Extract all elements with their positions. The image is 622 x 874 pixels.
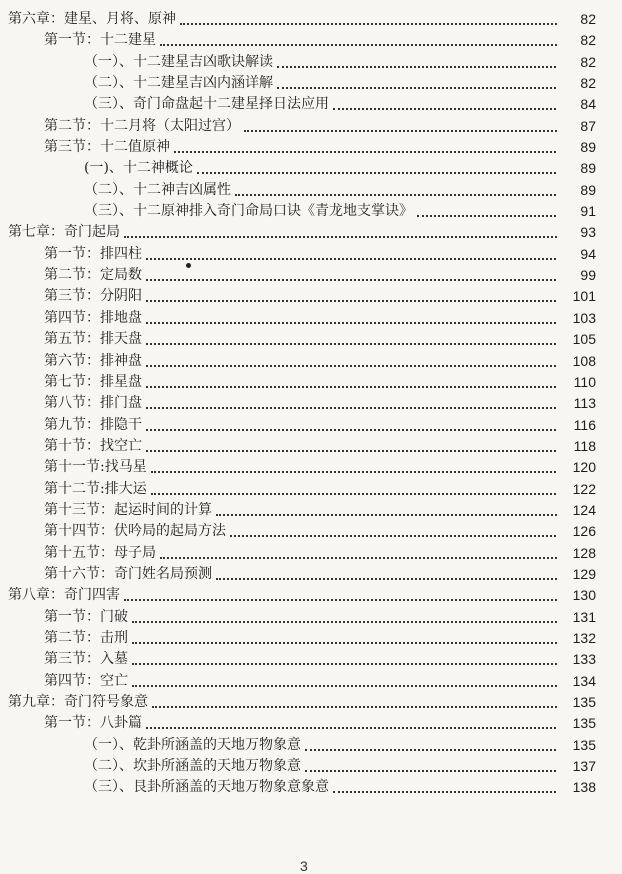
toc-entry-page: 82 [558, 9, 596, 30]
dot-leader [244, 130, 584, 132]
toc-entry [0, 521, 622, 542]
dot-leader [305, 770, 584, 772]
toc-entry-page: 129 [558, 564, 596, 585]
dot-leader [305, 749, 584, 751]
toc-entry [0, 628, 622, 649]
toc-entry-page: 124 [558, 500, 596, 521]
toc-entry [0, 457, 622, 478]
toc-entry-page: 101 [558, 286, 596, 307]
dot-leader [180, 23, 584, 25]
toc-entry-page: 134 [558, 671, 596, 692]
dot-leader [124, 599, 584, 601]
toc-entry-title: 第六节：排神盘 [44, 351, 144, 372]
toc-entry-page: 135 [558, 713, 596, 734]
toc-entry-page: 93 [558, 222, 596, 243]
dot-leader [174, 151, 584, 153]
toc-entry [0, 351, 622, 372]
toc-entry-page: 82 [558, 52, 596, 73]
toc-entry-title: 第三节：分阴阳 [44, 286, 144, 307]
toc-entry-title: 第十四节：伏吟局的起局方法 [44, 521, 228, 542]
toc-entry-title: 第十一节:找马星 [44, 457, 149, 478]
toc-entry-title: 第九节：排隐干 [44, 415, 144, 436]
toc-entry-page: 135 [558, 692, 596, 713]
toc-entry-page: 126 [558, 521, 596, 542]
toc-entry-page: 133 [558, 649, 596, 670]
toc-entry [0, 73, 622, 94]
dot-leader [277, 87, 584, 89]
ink-speck [186, 263, 191, 268]
toc-entry-page: 84 [558, 94, 596, 115]
toc-entry-title: （三）、艮卦所涵盖的天地万物象意象意 [84, 777, 331, 798]
toc-entry-page: 103 [558, 308, 596, 329]
dot-leader [160, 557, 584, 559]
toc-entry-page: 82 [558, 30, 596, 51]
dot-leader [132, 642, 584, 644]
toc-entry [0, 649, 622, 670]
toc-entry-title: （二）、十二神吉凶属性 [84, 180, 233, 201]
toc-entry-title: 第五节：排天盘 [44, 329, 144, 350]
toc-entry-title: 第九章：奇门符号象意 [8, 692, 150, 713]
toc-entry [0, 415, 622, 436]
toc-entry-page: 94 [558, 244, 596, 265]
dot-leader [151, 493, 584, 495]
toc-entry-page: 89 [558, 158, 596, 179]
dot-leader [146, 279, 584, 281]
toc-entry-page: 108 [558, 351, 596, 372]
toc-entry-title: 第八节：排门盘 [44, 393, 144, 414]
toc-entry-page: 116 [558, 415, 596, 436]
toc-entry-title: 第二节：击刑 [44, 628, 130, 649]
toc-entry-title: 第四节：排地盘 [44, 308, 144, 329]
toc-entry-page: 82 [558, 73, 596, 94]
toc-entry-title: 第三节：入墓 [44, 649, 130, 670]
toc-entry [0, 671, 622, 692]
toc-entry-page: 128 [558, 543, 596, 564]
dot-leader [146, 258, 584, 260]
toc-entry-title: （三）、十二原神排入奇门命局口诀《青龙地支掌诀》 [84, 201, 415, 222]
toc-entry-title: （二）、坎卦所涵盖的天地万物象意 [84, 756, 303, 777]
toc-entry-page: 118 [558, 436, 596, 457]
toc-entry-page: 105 [558, 329, 596, 350]
toc-entry-title: 第三节：十二值原神 [44, 137, 172, 158]
toc-entry [0, 756, 622, 777]
toc-entry-page: 120 [558, 457, 596, 478]
toc-entry-page: 132 [558, 628, 596, 649]
toc-entry-page: 87 [558, 116, 596, 137]
toc-entry-title: 第二节：定局数 [44, 265, 144, 286]
toc-entry-title: 第一节：八卦篇 [44, 713, 144, 734]
toc-entry-title: 第十三节：起运时间的计算 [44, 500, 214, 521]
toc-entry [0, 265, 622, 286]
dot-leader [132, 621, 584, 623]
toc-entry-page: 91 [558, 201, 596, 222]
toc-entry [0, 286, 622, 307]
dot-leader [333, 791, 584, 793]
toc-entry-title: 第四节：空亡 [44, 671, 130, 692]
toc-entry-page: 113 [558, 393, 596, 414]
toc-entry [0, 585, 622, 606]
toc-entry [0, 713, 622, 734]
toc-entry-title: （三）、奇门命盘起十二建星择日法应用 [84, 94, 331, 115]
table-of-contents [0, 9, 622, 799]
dot-leader [146, 727, 584, 729]
toc-entry [0, 393, 622, 414]
toc-entry [0, 52, 622, 73]
dot-leader [146, 407, 584, 409]
toc-entry [0, 244, 622, 265]
toc-entry-page: 89 [558, 180, 596, 201]
toc-entry-page: 89 [558, 137, 596, 158]
dot-leader [151, 471, 584, 473]
toc-entry [0, 201, 622, 222]
toc-entry-title: 第一节：门破 [44, 607, 130, 628]
toc-entry-title: 第二节：十二月将（太阳过宫） [44, 116, 242, 137]
toc-entry [0, 692, 622, 713]
toc-entry-title: 第七节：排星盘 [44, 372, 144, 393]
dot-leader [146, 386, 584, 388]
dot-leader [146, 322, 584, 324]
toc-entry [0, 9, 622, 30]
toc-entry [0, 180, 622, 201]
dot-leader [333, 108, 584, 110]
dot-leader [146, 300, 584, 302]
toc-entry-title: 第十五节：母子局 [44, 543, 158, 564]
toc-entry-title: 第十六节：奇门姓名局预测 [44, 564, 214, 585]
dot-leader [146, 429, 584, 431]
dot-leader [216, 514, 584, 516]
toc-entry [0, 222, 622, 243]
toc-entry [0, 607, 622, 628]
toc-entry [0, 777, 622, 798]
toc-entry [0, 30, 622, 51]
toc-entry-title: （一）、十二建星吉凶歌诀解读 [84, 52, 275, 73]
dot-leader [146, 365, 584, 367]
toc-entry [0, 116, 622, 137]
toc-entry-title: 第十二节:排大运 [44, 479, 149, 500]
page-number: 3 [300, 858, 308, 874]
dot-leader [124, 236, 584, 238]
toc-entry-title: （二）、十二建星吉凶内涵详解 [84, 73, 275, 94]
toc-entry-page: 137 [558, 756, 596, 777]
toc-entry-page: 131 [558, 607, 596, 628]
toc-entry-page: 130 [558, 585, 596, 606]
dot-leader [152, 706, 584, 708]
toc-entry-title: 第七章：奇门起局 [8, 222, 122, 243]
toc-entry [0, 564, 622, 585]
dot-leader [146, 450, 584, 452]
toc-entry-title: 第六章：建星、月将、原神 [8, 9, 178, 30]
toc-entry [0, 137, 622, 158]
toc-entry [0, 543, 622, 564]
dot-leader [235, 194, 584, 196]
toc-entry-title: (一)、十二神概论 [84, 158, 195, 179]
dot-leader [146, 343, 584, 345]
toc-entry [0, 372, 622, 393]
toc-entry-title: （一）、乾卦所涵盖的天地万物象意 [84, 735, 303, 756]
toc-entry [0, 500, 622, 521]
toc-entry-page: 138 [558, 777, 596, 798]
toc-entry-title: 第一节：十二建星 [44, 30, 158, 51]
dot-leader [132, 663, 584, 665]
toc-entry [0, 479, 622, 500]
toc-entry [0, 735, 622, 756]
toc-entry-title: 第一节：排四柱 [44, 244, 144, 265]
toc-entry [0, 308, 622, 329]
toc-entry [0, 94, 622, 115]
dot-leader [230, 535, 584, 537]
toc-entry [0, 158, 622, 179]
dot-leader [132, 685, 584, 687]
toc-entry-page: 99 [558, 265, 596, 286]
toc-entry-page: 122 [558, 479, 596, 500]
toc-entry-page: 135 [558, 735, 596, 756]
dot-leader [160, 44, 584, 46]
dot-leader [197, 172, 584, 174]
toc-entry-page: 110 [558, 372, 596, 393]
dot-leader [277, 66, 584, 68]
dot-leader [216, 578, 584, 580]
toc-entry [0, 436, 622, 457]
toc-entry [0, 329, 622, 350]
toc-entry-title: 第八章：奇门四害 [8, 585, 122, 606]
toc-entry-title: 第十节：找空亡 [44, 436, 144, 457]
